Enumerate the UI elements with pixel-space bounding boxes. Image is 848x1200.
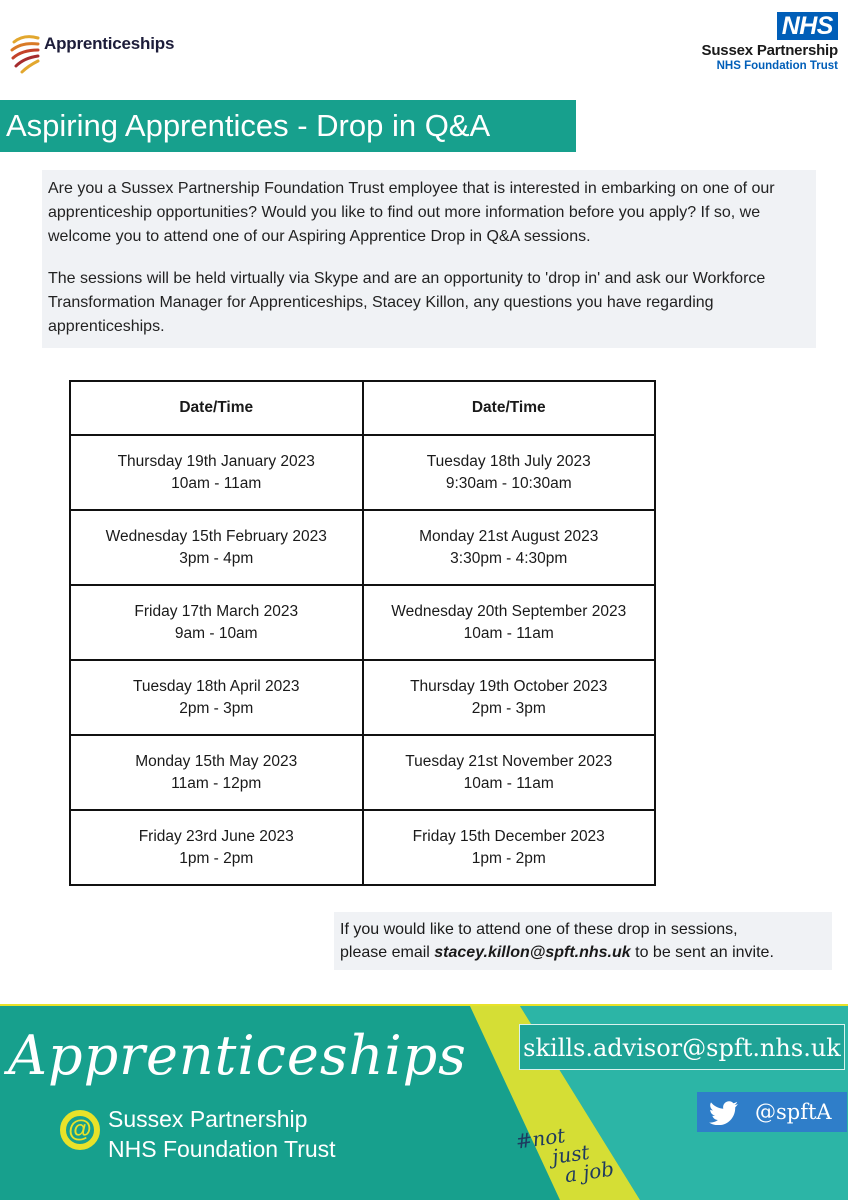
apprenticeships-logo-text: Apprenticeships [44,34,175,53]
session-date: Wednesday 15th February 2023 [105,527,327,545]
sessions-table [69,380,656,886]
table-row [70,510,655,585]
session-cell [363,810,656,885]
session-cell [363,660,656,735]
session-cell [70,660,363,735]
session-time: 11am - 12pm [171,774,262,792]
nhs-org-name: Sussex Partnership [701,42,838,59]
sunburst-icon [8,24,44,76]
session-cell [363,435,656,510]
session-cell [70,585,363,660]
session-cell [363,585,656,660]
invite-suffix: to be sent an invite. [635,944,774,961]
table-row [70,735,655,810]
table-row [70,810,655,885]
session-date: Friday 15th December 2023 [412,827,605,845]
session-cell [363,735,656,810]
twitter-handle: @spftA [755,1100,832,1124]
session-cell [363,510,656,585]
footer-email-link[interactable]: skills.advisor@spft.nhs.uk [519,1024,845,1070]
session-time: 9:30am - 10:30am [445,474,572,492]
session-time: 10am - 11am [463,624,554,642]
column-header: Date/Time [363,381,656,435]
table-header-row [70,381,655,435]
twitter-icon [709,1101,739,1125]
session-time: 1pm - 2pm [179,849,254,867]
session-time: 1pm - 2pm [471,849,546,867]
hashtag-line-2: just [550,1139,591,1169]
intro-paragraph-1: Are you a Sussex Partnership Foundation Trust employee that is interested in embarking on one of our apprenticeship opportunities? Would you like to find out more information before you apply? If so, we welcome you to attend one of our Aspiring Apprentice Drop in Q&A sessions. [48,180,775,245]
session-time: 3pm - 4pm [179,549,254,567]
session-date: Tuesday 18th July 2023 [426,452,591,470]
footer-apprenticeships-script: Apprenticeships [8,1024,467,1087]
hashtag-line-3: a job [563,1156,616,1188]
session-time: 9am - 10am [174,624,258,642]
footer-org-line-2: NHS Foundation Trust [108,1136,336,1162]
session-date: Wednesday 20th September 2023 [391,602,627,620]
session-date: Friday 17th March 2023 [134,602,299,620]
twitter-handle-link[interactable] [697,1092,847,1132]
nhs-badge: NHS [777,12,838,40]
footer-org [108,1104,336,1164]
session-date: Tuesday 21st November 2023 [405,752,613,770]
session-cell [70,735,363,810]
footer-org-line-1: Sussex Partnership [108,1106,308,1132]
session-date: Thursday 19th January 2023 [117,452,315,470]
session-time: 2pm - 3pm [179,699,254,717]
footer-banner [0,1006,848,1200]
table-row [70,585,655,660]
invite-box [334,912,832,970]
session-date: Thursday 19th October 2023 [410,677,608,695]
invite-email-link[interactable]: stacey.killon@spft.nhs.uk [434,944,631,961]
column-header: Date/Time [70,381,363,435]
nhs-trust-name: NHS Foundation Trust [716,60,838,72]
session-date: Tuesday 18th April 2023 [132,677,300,695]
apprenticeships-logo [8,24,208,76]
page-title: Aspiring Apprentices - Drop in Q&A [0,100,576,152]
invite-line-1: If you would like to attend one of these drop in sessions, [340,921,738,938]
session-cell [70,510,363,585]
session-date: Monday 15th May 2023 [135,752,298,770]
intro-box [42,170,816,348]
session-date: Friday 23rd June 2023 [138,827,294,845]
footer-hashtag [514,1117,631,1192]
session-date: Monday 21st August 2023 [419,527,599,545]
hashtag-line-1: #not [514,1123,567,1154]
session-cell [70,435,363,510]
session-cell [70,810,363,885]
nhs-logo [658,12,838,76]
session-time: 3:30pm - 4:30pm [450,549,568,567]
table-row [70,435,655,510]
intro-paragraph-2: The sessions will be held virtually via Skype and are an opportunity to 'drop in' and ask our Workforce Transformation Manager for Apprenticeships, Stacey Killon, any questions you have regarding apprenticeships. [48,270,766,335]
session-time: 10am - 11am [171,474,262,492]
table-row [70,660,655,735]
session-time: 10am - 11am [463,774,554,792]
at-icon: @ [60,1110,100,1150]
invite-prefix: please email [340,944,430,961]
session-time: 2pm - 3pm [471,699,546,717]
